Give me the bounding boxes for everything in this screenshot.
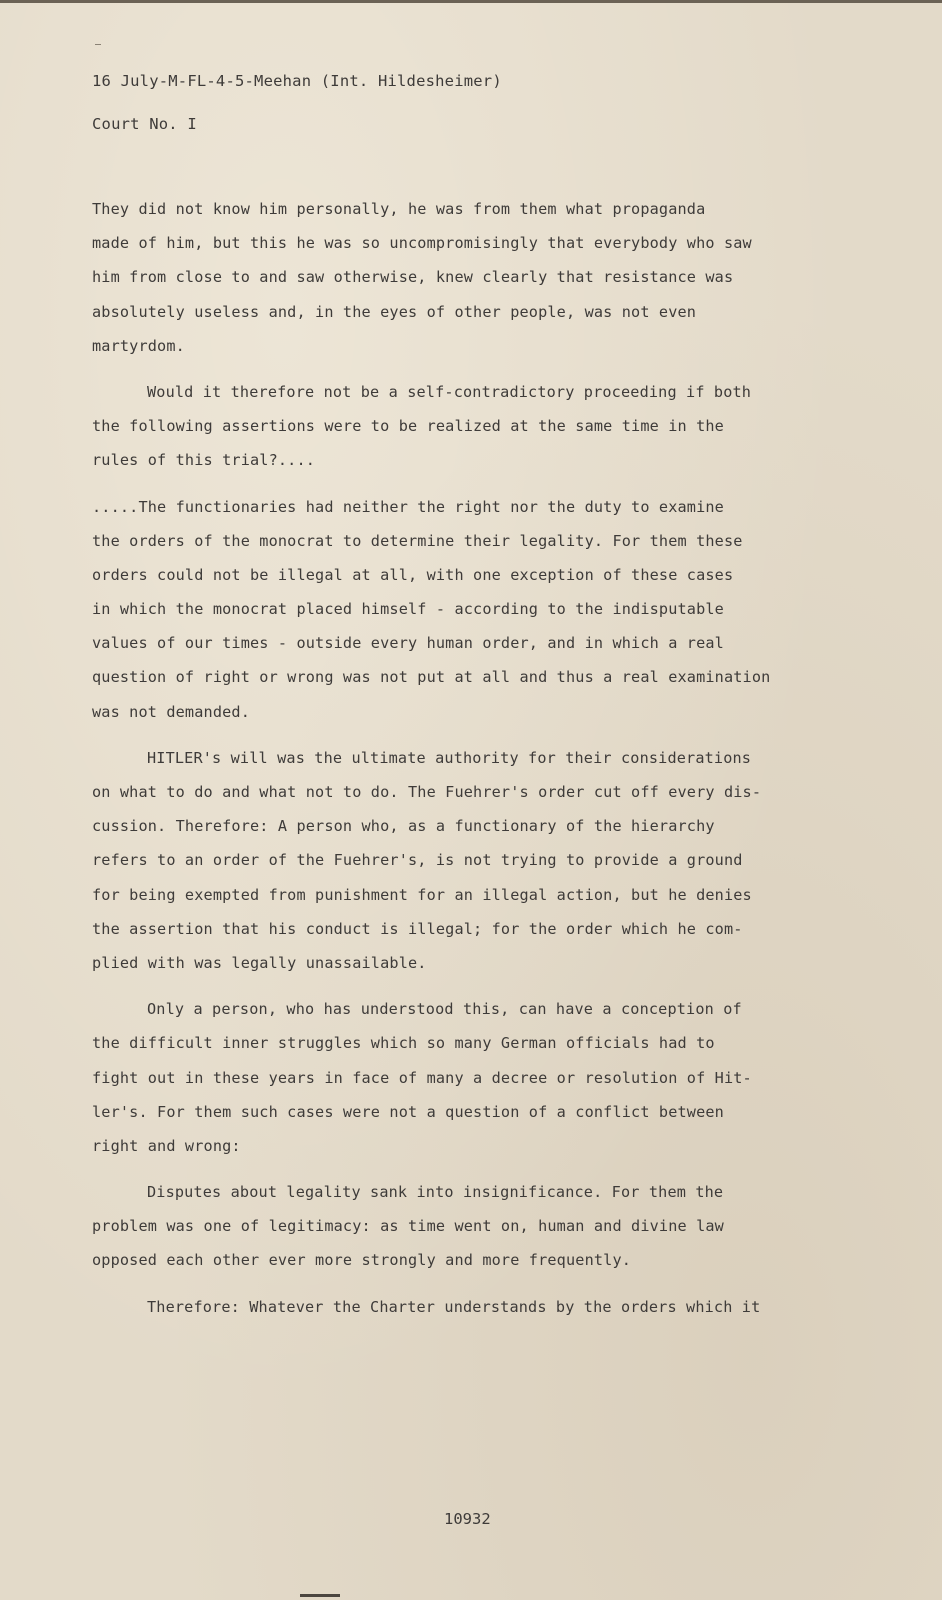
- text-line: question of right or wrong was not put at all and thus a real examination: [92, 668, 771, 687]
- text-line: him from close to and saw otherwise, knew clearly that resistance was: [92, 268, 734, 287]
- paragraph-gap: [92, 980, 852, 992]
- text-line: the following assertions were to be realized at the same time in the: [92, 417, 724, 436]
- text-line: cussion. Therefore: A person who, as a functionary of the hierarchy: [92, 817, 715, 836]
- text-line: plied with was legally unassailable.: [92, 953, 427, 972]
- text-line: Only a person, who has understood this, can have a conception of: [147, 1000, 742, 1019]
- stray-mark: [95, 44, 101, 45]
- text-line: the assertion that his conduct is illegal; for the order which he com-: [92, 919, 743, 938]
- court-number: Court No. I: [92, 115, 197, 133]
- text-line: Therefore: Whatever the Charter understands by the orders which it: [147, 1297, 761, 1316]
- text-line: in which the monocrat placed himself - according to the indisputable: [92, 600, 724, 619]
- text-line: rules of this trial?....: [92, 451, 316, 470]
- text-line: Would it therefore not be a self-contradictory proceeding if both: [147, 382, 752, 401]
- text-line: right and wrong:: [92, 1136, 241, 1155]
- bottom-edge-mark: [300, 1594, 340, 1597]
- page-top-edge: [0, 0, 942, 3]
- text-line: problem was one of legitimacy: as time went on, human and divine law: [92, 1217, 724, 1236]
- text-line: martyrdom.: [92, 336, 185, 355]
- text-line: ler's. For them such cases were not a question of a conflict between: [92, 1102, 724, 1121]
- text-line: made of him, but this he was so uncompromisingly that everybody who saw: [92, 234, 752, 253]
- text-line: fight out in these years in face of many a decree or resolution of Hit-: [92, 1068, 752, 1087]
- paragraph-gap: [92, 363, 852, 375]
- transcript-body: [92, 192, 852, 1324]
- text-line: opposed each other ever more strongly and more frequently.: [92, 1251, 632, 1270]
- text-line: refers to an order of the Fuehrer's, is not trying to provide a ground: [92, 851, 743, 870]
- text-line: absolutely useless and, in the eyes of other people, was not even: [92, 302, 697, 321]
- page-number: 10932: [444, 1510, 491, 1528]
- text-line: for being exempted from punishment for an illegal action, but he denies: [92, 885, 752, 904]
- text-line: .....The functionaries had neither the right nor the duty to examine: [92, 497, 724, 516]
- transcript-header-reference: 16 July-M-FL-4-5-Meehan (Int. Hildesheimer): [92, 72, 502, 90]
- paragraph-gap: [92, 1163, 852, 1175]
- text-line: HITLER's will was the ultimate authority for their considerations: [147, 748, 752, 767]
- paragraph-gap: [92, 478, 852, 490]
- text-line: values of our times - outside every human order, and in which a real: [92, 634, 724, 653]
- text-line: orders could not be illegal at all, with one exception of these cases: [92, 565, 734, 584]
- text-line: the orders of the monocrat to determine their legality. For them these: [92, 531, 743, 550]
- text-line: the difficult inner struggles which so many German officials had to: [92, 1034, 715, 1053]
- paragraph-gap: [92, 1278, 852, 1290]
- text-line: on what to do and what not to do. The Fuehrer's order cut off every dis-: [92, 783, 762, 801]
- text-line: was not demanded.: [92, 702, 250, 721]
- text-line: They did not know him personally, he was from them what propaganda: [92, 200, 706, 218]
- paragraph-gap: [92, 729, 852, 741]
- text-line: Disputes about legality sank into insignificance. For them the: [147, 1183, 724, 1202]
